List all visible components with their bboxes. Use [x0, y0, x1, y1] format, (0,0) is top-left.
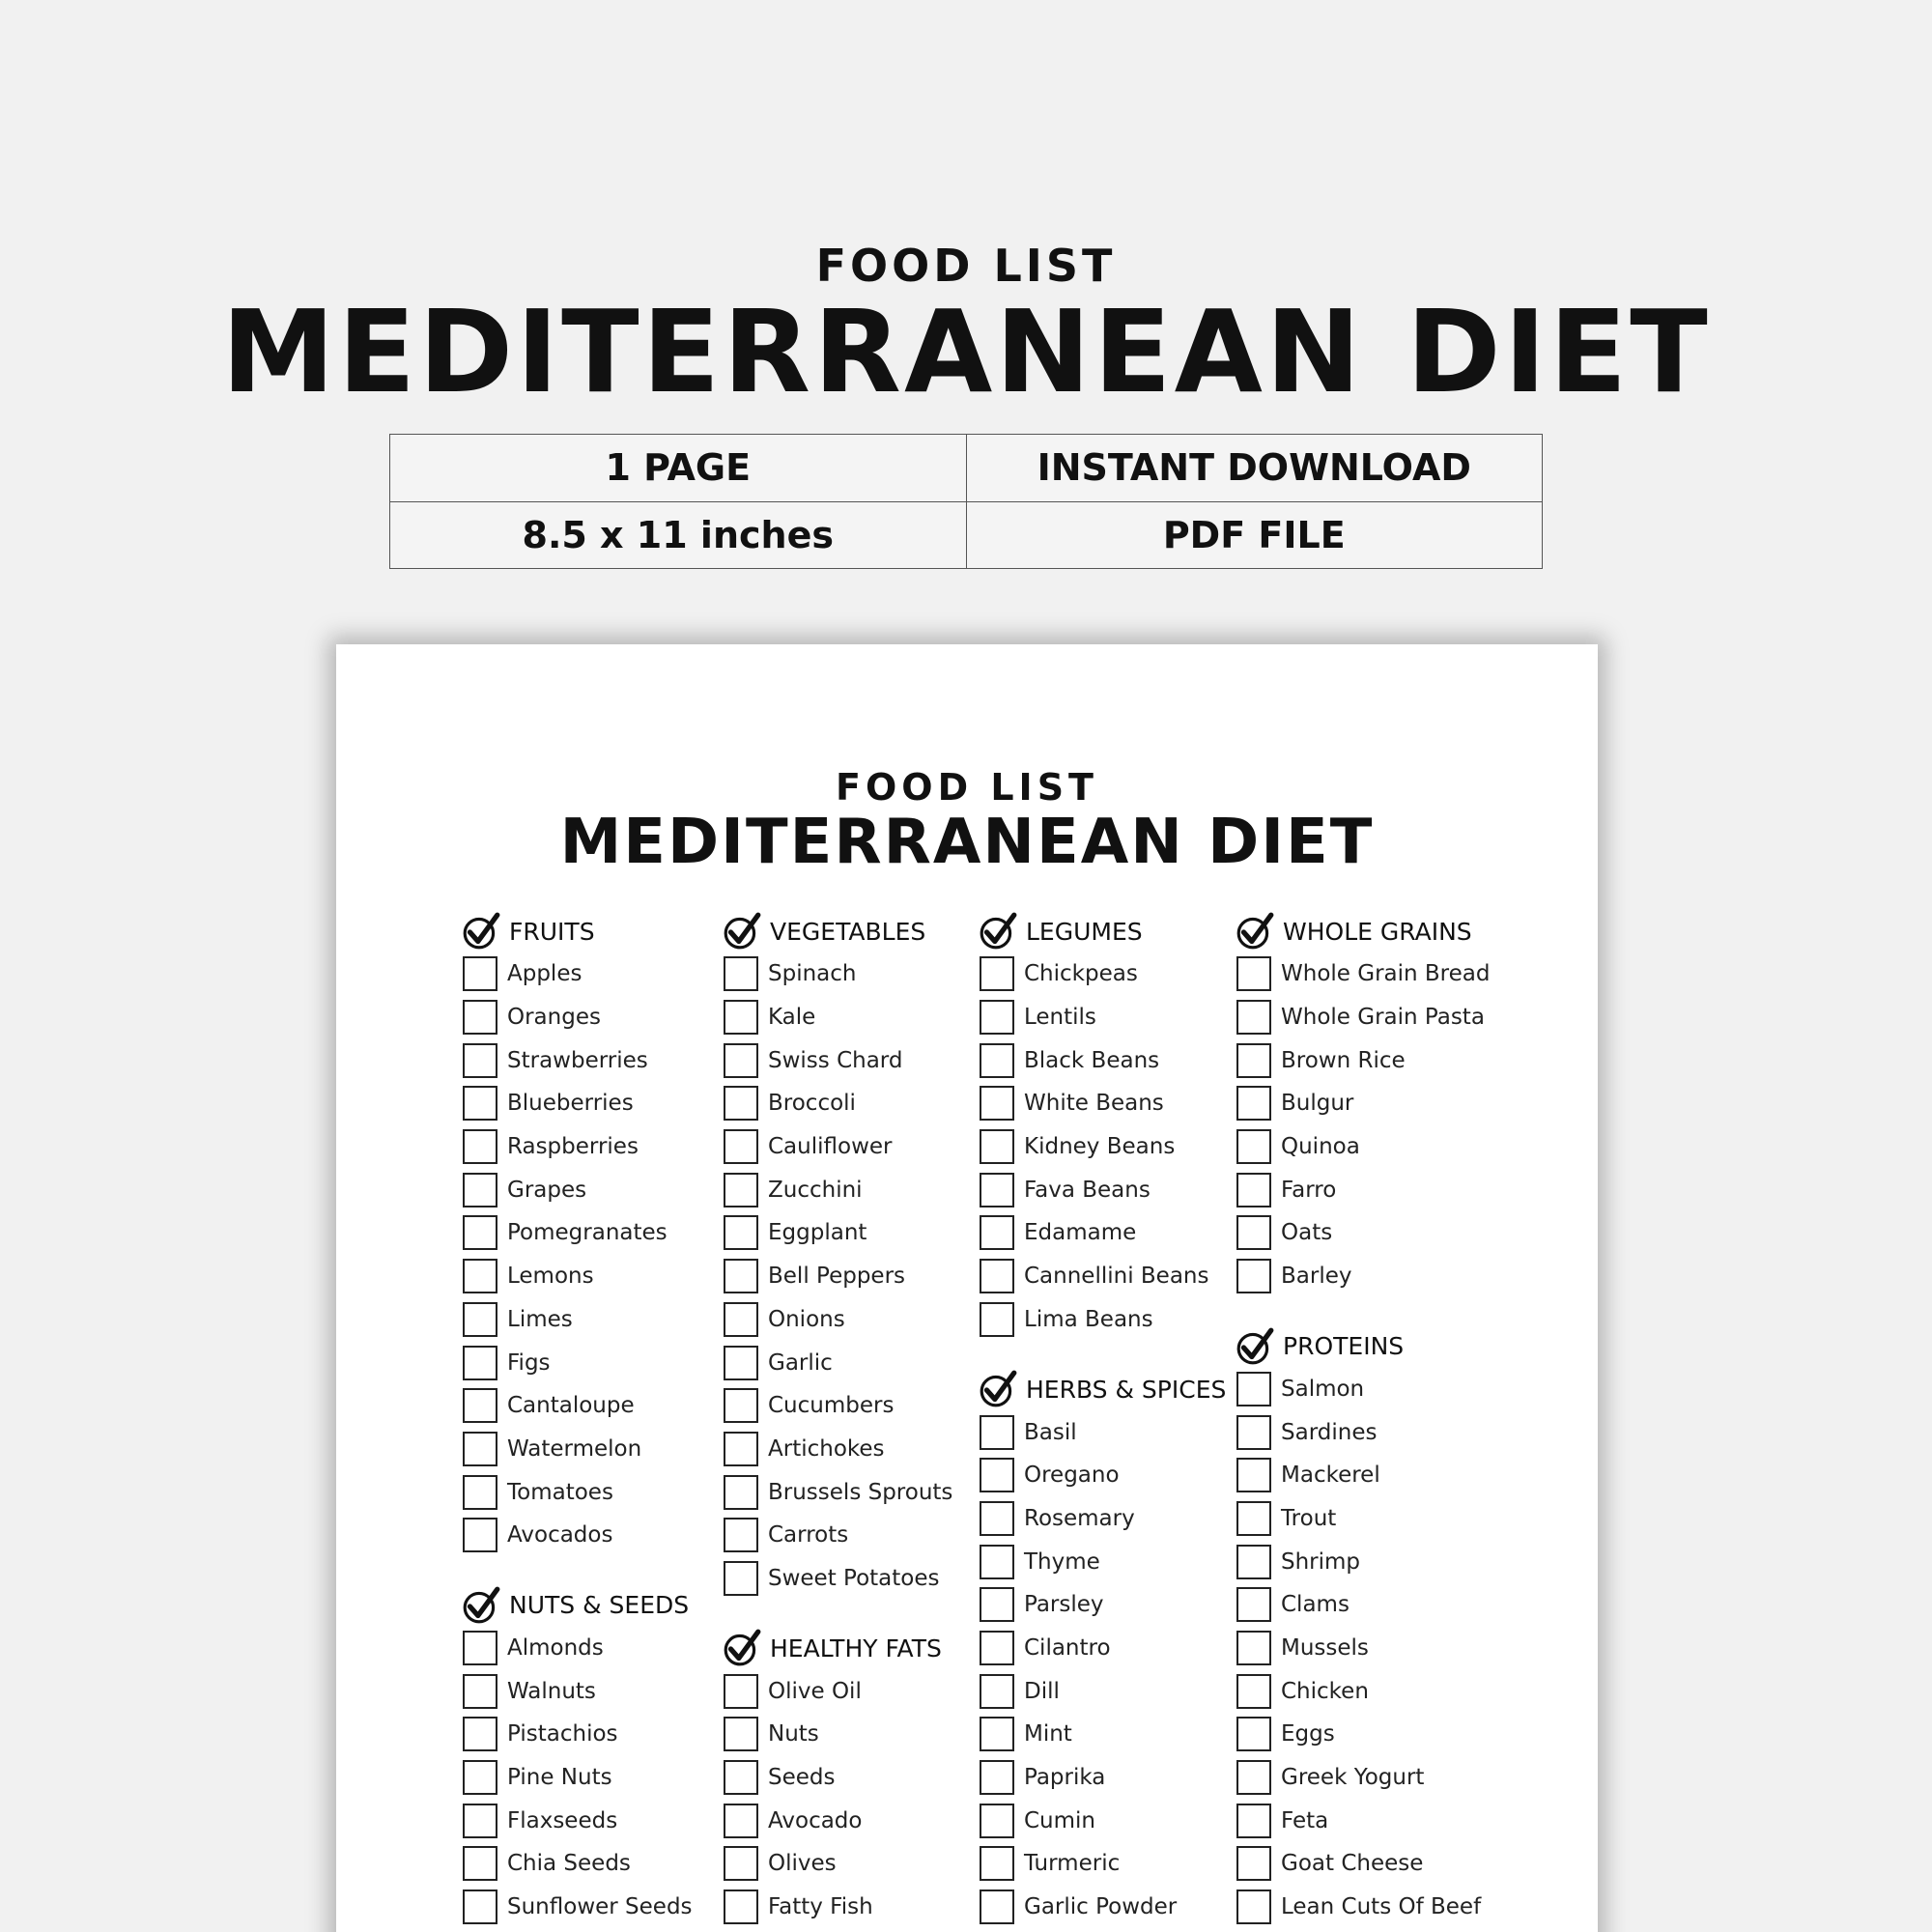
- checkmark-circle-icon: [722, 911, 762, 952]
- checkbox[interactable]: [980, 1846, 1014, 1881]
- checklist-item-label: Thyme: [1024, 1548, 1100, 1575]
- checklist-item: [978, 1842, 1229, 1886]
- checkbox[interactable]: [1236, 1587, 1271, 1622]
- checklist-item-label: Basil: [1024, 1419, 1077, 1445]
- category-vegetables: [722, 910, 973, 1600]
- checklist-item-label: Avocados: [507, 1522, 613, 1548]
- checkbox[interactable]: [980, 1631, 1014, 1665]
- checklist-item: [461, 1842, 712, 1886]
- checklist-item: [1235, 1583, 1486, 1627]
- checklist-item: [722, 1713, 973, 1756]
- checklist-item-label: Shrimp: [1281, 1548, 1361, 1575]
- checkmark-circle-icon: [461, 911, 501, 952]
- checkbox[interactable]: [463, 1215, 497, 1250]
- checklist-item-label: Sunflower Seeds: [507, 1894, 693, 1920]
- checklist-item: [1235, 1669, 1486, 1713]
- checklist-item: [461, 952, 712, 996]
- checklist-item: [1235, 996, 1486, 1039]
- checklist-item: [722, 1168, 973, 1211]
- checklist-item-label: Olives: [768, 1851, 837, 1877]
- checklist-item-label: Mint: [1024, 1721, 1072, 1747]
- checkbox[interactable]: [1236, 1259, 1271, 1293]
- checkbox[interactable]: [1236, 1846, 1271, 1881]
- checklist-item: [722, 1255, 973, 1298]
- checkbox[interactable]: [724, 1043, 758, 1078]
- checklist-item: [978, 1125, 1229, 1169]
- checklist-item: [978, 1255, 1229, 1298]
- checkbox[interactable]: [1236, 1086, 1271, 1121]
- checkbox[interactable]: [1236, 1804, 1271, 1838]
- checkbox[interactable]: [724, 1215, 758, 1250]
- category-title: HEALTHY FATS: [770, 1634, 942, 1662]
- checklist-item: [461, 1669, 712, 1713]
- checklist-item-label: Limes: [507, 1306, 573, 1332]
- checklist-item: [978, 996, 1229, 1039]
- checklist-item-label: Zucchini: [768, 1177, 863, 1203]
- checklist-item: [978, 1627, 1229, 1670]
- checklist-item-label: Paprika: [1024, 1765, 1106, 1791]
- checklist-item: [722, 1514, 973, 1557]
- checkmark-circle-icon: [461, 1585, 501, 1626]
- checkbox[interactable]: [1236, 1043, 1271, 1078]
- checklist-item: [1235, 1368, 1486, 1411]
- checklist-item: [1235, 1410, 1486, 1454]
- checkbox[interactable]: [1236, 1000, 1271, 1035]
- column-3: [978, 910, 1229, 1932]
- checklist-item-label: Bell Peppers: [768, 1264, 906, 1290]
- checkbox[interactable]: [463, 1432, 497, 1466]
- checklist-item-label: Mackerel: [1281, 1463, 1380, 1489]
- info-delivery: INSTANT DOWNLOAD: [966, 435, 1543, 502]
- checklist-item-label: Lemons: [507, 1264, 594, 1290]
- checkbox[interactable]: [980, 1259, 1014, 1293]
- checkbox[interactable]: [724, 1259, 758, 1293]
- checkbox[interactable]: [980, 1302, 1014, 1337]
- checklist-item-label: Carrots: [768, 1522, 849, 1548]
- checklist-item: [978, 1082, 1229, 1125]
- checklist-item-label: Olive Oil: [768, 1678, 862, 1704]
- checkbox[interactable]: [1236, 1717, 1271, 1751]
- checklist-item-label: Swiss Chard: [768, 1047, 903, 1073]
- checklist-item-label: Parsley: [1024, 1592, 1104, 1618]
- category-legumes: [978, 910, 1229, 1341]
- checklist-item-label: Broccoli: [768, 1091, 856, 1117]
- checklist-item: [461, 1082, 712, 1125]
- category-header: [978, 910, 1229, 952]
- column-4: [1235, 910, 1491, 1932]
- checklist-item-label: Oats: [1281, 1220, 1333, 1246]
- checkbox[interactable]: [1236, 1889, 1271, 1924]
- checkbox[interactable]: [1236, 1173, 1271, 1208]
- checklist-item: [1235, 1497, 1486, 1541]
- checkbox[interactable]: [1236, 1372, 1271, 1406]
- category-title: NUTS & SEEDS: [509, 1591, 690, 1620]
- checkbox[interactable]: [463, 1760, 497, 1795]
- checklist-item: [461, 1514, 712, 1557]
- info-pages: 1 PAGE: [390, 435, 967, 502]
- checklist-item: [461, 1470, 712, 1514]
- checkbox[interactable]: [724, 1674, 758, 1709]
- checkbox[interactable]: [463, 1388, 497, 1423]
- checklist-item: [978, 1583, 1229, 1627]
- checklist-item-label: Chicken: [1281, 1678, 1369, 1704]
- category-title: WHOLE GRAINS: [1283, 917, 1472, 946]
- checkbox[interactable]: [980, 1129, 1014, 1164]
- checklist-item: [978, 1410, 1229, 1454]
- checklist-item: [978, 1669, 1229, 1713]
- checkbox[interactable]: [724, 1846, 758, 1881]
- checklist-item: [722, 1211, 973, 1255]
- checkbox[interactable]: [724, 1086, 758, 1121]
- info-format: PDF FILE: [966, 501, 1543, 569]
- checkbox[interactable]: [724, 1173, 758, 1208]
- checklist-item: [461, 1886, 712, 1929]
- checklist-item: [722, 1384, 973, 1428]
- checklist-item-label: Clams: [1281, 1592, 1350, 1618]
- checkbox[interactable]: [724, 1388, 758, 1423]
- checkbox[interactable]: [463, 1043, 497, 1078]
- checkmark-circle-icon: [978, 911, 1018, 952]
- checkbox[interactable]: [1236, 1631, 1271, 1665]
- checklist-item-label: Eggplant: [768, 1220, 867, 1246]
- checklist-item-label: Cauliflower: [768, 1134, 893, 1160]
- checklist-item: [1235, 1168, 1486, 1211]
- checklist-item-label: Cantaloupe: [507, 1393, 635, 1419]
- checklist-item-label: Brussels Sprouts: [768, 1479, 953, 1505]
- checkbox[interactable]: [463, 956, 497, 991]
- checkbox[interactable]: [724, 956, 758, 991]
- checklist-item-label: Garlic: [768, 1350, 833, 1376]
- checklist-item-label: Mussels: [1281, 1634, 1369, 1661]
- checkbox[interactable]: [980, 1717, 1014, 1751]
- checkbox[interactable]: [463, 1889, 497, 1924]
- printable-sheet-preview: [336, 644, 1598, 1932]
- checklist-item-label: White Beans: [1024, 1091, 1164, 1117]
- checklist-item-label: Edamame: [1024, 1220, 1137, 1246]
- checkbox[interactable]: [980, 1889, 1014, 1924]
- checkmark-circle-icon: [1235, 911, 1275, 952]
- checkbox[interactable]: [1236, 1215, 1271, 1250]
- checklist-item-label: Black Beans: [1024, 1047, 1160, 1073]
- checklist-item-label: Fava Beans: [1024, 1177, 1151, 1203]
- checklist-item: [722, 1428, 973, 1471]
- checkbox[interactable]: [463, 1846, 497, 1881]
- checklist-item-label: Greek Yogurt: [1281, 1765, 1425, 1791]
- checklist-item: [722, 996, 973, 1039]
- checklist-item: [722, 1341, 973, 1384]
- checkbox[interactable]: [463, 1717, 497, 1751]
- checklist-item: [1235, 1540, 1486, 1583]
- checklist-item-label: Bulgur: [1281, 1091, 1354, 1117]
- category-title: VEGETABLES: [770, 917, 926, 946]
- checkbox[interactable]: [463, 1674, 497, 1709]
- checklist-item: [461, 1799, 712, 1842]
- category-title: FRUITS: [509, 917, 595, 946]
- category-header: [461, 910, 712, 952]
- checkbox[interactable]: [980, 1804, 1014, 1838]
- checkbox[interactable]: [724, 1475, 758, 1510]
- checkbox[interactable]: [724, 1346, 758, 1380]
- sheet-subtitle: FOOD LIST: [836, 766, 1098, 809]
- checklist-item: [461, 1756, 712, 1800]
- checkbox[interactable]: [980, 1545, 1014, 1579]
- checklist-item-label: Chia Seeds: [507, 1851, 631, 1877]
- checkbox[interactable]: [980, 1501, 1014, 1536]
- checkbox[interactable]: [463, 1086, 497, 1121]
- checkbox[interactable]: [463, 1346, 497, 1380]
- checkmark-circle-icon: [978, 1369, 1018, 1409]
- checkbox[interactable]: [980, 1760, 1014, 1795]
- checklist-item: [978, 1713, 1229, 1756]
- checkbox[interactable]: [463, 1302, 497, 1337]
- checklist-item: [722, 1799, 973, 1842]
- checklist-item: [1235, 1255, 1486, 1298]
- checklist-item: [1235, 1713, 1486, 1756]
- checklist-item: [978, 1540, 1229, 1583]
- checklist-item: [722, 1298, 973, 1342]
- checkbox[interactable]: [980, 1215, 1014, 1250]
- hero-subtitle: FOOD LIST: [815, 240, 1117, 292]
- checklist-item-label: Pomegranates: [507, 1220, 668, 1246]
- checklist-item: [461, 1168, 712, 1211]
- checkbox[interactable]: [724, 1804, 758, 1838]
- checklist-item-label: Pine Nuts: [507, 1765, 612, 1791]
- category-header: [461, 1584, 712, 1627]
- checkbox[interactable]: [980, 1674, 1014, 1709]
- checklist-item: [1235, 1082, 1486, 1125]
- checklist-item-label: Blueberries: [507, 1091, 634, 1117]
- category-fruits: [461, 910, 712, 1557]
- checklist-item: [978, 1497, 1229, 1541]
- checkbox[interactable]: [724, 1302, 758, 1337]
- checkbox[interactable]: [724, 1561, 758, 1596]
- checkbox[interactable]: [1236, 1415, 1271, 1450]
- checklist-item-label: Whole Grain Bread: [1281, 961, 1491, 987]
- checkbox[interactable]: [980, 956, 1014, 991]
- checklist-item-label: Kale: [768, 1005, 816, 1031]
- checkbox[interactable]: [724, 1889, 758, 1924]
- checklist-item: [722, 1669, 973, 1713]
- checklist-item-label: Fatty Fish: [768, 1894, 873, 1920]
- checkmark-circle-icon: [722, 1628, 762, 1668]
- checkbox[interactable]: [463, 1631, 497, 1665]
- checklist-item-label: Artichokes: [768, 1435, 885, 1462]
- category-herbs-and-spices: [978, 1368, 1229, 1928]
- checklist-item-label: Quinoa: [1281, 1134, 1360, 1160]
- checklist-item-label: Strawberries: [507, 1047, 648, 1073]
- checkbox[interactable]: [1236, 1760, 1271, 1795]
- checkbox[interactable]: [724, 1432, 758, 1466]
- checkbox[interactable]: [1236, 956, 1271, 991]
- checklist-item-label: Sardines: [1281, 1419, 1378, 1445]
- checkbox[interactable]: [980, 1173, 1014, 1208]
- checklist-item-label: Apples: [507, 961, 582, 987]
- category-healthy-fats: [722, 1627, 973, 1928]
- column-2: [722, 910, 973, 1932]
- checkbox[interactable]: [724, 1760, 758, 1795]
- checklist-item-label: Walnuts: [507, 1678, 596, 1704]
- checkbox[interactable]: [724, 1000, 758, 1035]
- checklist-item: [978, 1298, 1229, 1342]
- checklist-item: [722, 1756, 973, 1800]
- checklist-item: [1235, 1627, 1486, 1670]
- checkbox[interactable]: [980, 1086, 1014, 1121]
- category-header: [978, 1368, 1229, 1410]
- checklist-item-label: Sweet Potatoes: [768, 1565, 940, 1591]
- checklist-item: [978, 1211, 1229, 1255]
- checklist-item-label: Rosemary: [1024, 1505, 1135, 1531]
- checklist-item: [1235, 1842, 1486, 1886]
- checkbox[interactable]: [1236, 1129, 1271, 1164]
- category-title: LEGUMES: [1026, 917, 1143, 946]
- checklist-item-label: Barley: [1281, 1264, 1352, 1290]
- checklist-item: [1235, 952, 1491, 996]
- checklist-item-label: Cannellini Beans: [1024, 1264, 1209, 1290]
- checklist-item: [461, 1038, 712, 1082]
- checklist-item-label: Trout: [1281, 1505, 1337, 1531]
- checkbox[interactable]: [980, 1587, 1014, 1622]
- checklist-item-label: Tomatoes: [507, 1479, 613, 1505]
- checklist-item: [978, 1454, 1229, 1497]
- checklist-item: [978, 1886, 1229, 1929]
- checklist-item-label: Nuts: [768, 1721, 819, 1747]
- checklist-item-label: Cucumbers: [768, 1393, 895, 1419]
- checklist-item-label: Eggs: [1281, 1721, 1335, 1747]
- checkbox[interactable]: [463, 1173, 497, 1208]
- checkbox[interactable]: [463, 1804, 497, 1838]
- checklist-item-label: Chickpeas: [1024, 961, 1138, 987]
- hero-title: MEDITERRANEAN DIET: [221, 285, 1711, 418]
- checklist-item: [722, 1557, 973, 1601]
- checklist-item: [461, 1298, 712, 1342]
- checklist-item: [1235, 1886, 1486, 1929]
- category-whole-grains: [1235, 910, 1491, 1298]
- checklist-item: [1235, 1799, 1486, 1842]
- checklist-item-label: Garlic Powder: [1024, 1894, 1178, 1920]
- checklist-item: [722, 1842, 973, 1886]
- checkbox[interactable]: [980, 1000, 1014, 1035]
- checklist-item: [1235, 1211, 1486, 1255]
- checklist-item: [978, 1038, 1229, 1082]
- checklist-item-label: Goat Cheese: [1281, 1851, 1424, 1877]
- checklist-item-label: Lima Beans: [1024, 1306, 1153, 1332]
- checklist-item-label: Pistachios: [507, 1721, 618, 1747]
- checklist-item: [461, 1255, 712, 1298]
- checklist-item-label: Salmon: [1281, 1376, 1365, 1402]
- checkbox[interactable]: [463, 1475, 497, 1510]
- checklist-item: [722, 1082, 973, 1125]
- sheet-title: MEDITERRANEAN DIET: [559, 807, 1375, 878]
- checklist-item: [978, 1799, 1229, 1842]
- checklist-item: [978, 1168, 1229, 1211]
- checklist-item-label: Onions: [768, 1306, 845, 1332]
- checkbox[interactable]: [1236, 1501, 1271, 1536]
- category-title: PROTEINS: [1283, 1332, 1405, 1360]
- checklist-item-label: Watermelon: [507, 1435, 642, 1462]
- checklist-item: [722, 1038, 973, 1082]
- checklist-item: [978, 952, 1229, 996]
- product-info-table: [389, 434, 1543, 569]
- checklist-item: [1235, 1125, 1486, 1169]
- checklist-item-label: Cumin: [1024, 1807, 1096, 1833]
- checklist-item-label: Brown Rice: [1281, 1047, 1406, 1073]
- checklist-item: [1235, 1038, 1486, 1082]
- category-nuts-and-seeds: [461, 1584, 712, 1929]
- checkbox[interactable]: [980, 1458, 1014, 1492]
- checklist-item-label: Seeds: [768, 1765, 836, 1791]
- checkbox[interactable]: [980, 1415, 1014, 1450]
- checklist-item-label: Grapes: [507, 1177, 587, 1203]
- checklist-item-label: Cilantro: [1024, 1634, 1111, 1661]
- checklist-item-label: Lentils: [1024, 1005, 1096, 1031]
- checkbox[interactable]: [1236, 1545, 1271, 1579]
- checklist-item-label: Almonds: [507, 1634, 604, 1661]
- category-header: [722, 910, 973, 952]
- checklist-item: [1235, 1756, 1486, 1800]
- checkbox[interactable]: [463, 1259, 497, 1293]
- checklist-item-label: Lean Cuts Of Beef: [1281, 1894, 1482, 1920]
- category-header: [722, 1627, 973, 1669]
- checklist-item-label: Farro: [1281, 1177, 1337, 1203]
- checklist-item-label: Oranges: [507, 1005, 601, 1031]
- checklist-item: [461, 1341, 712, 1384]
- checklist-item-label: Kidney Beans: [1024, 1134, 1176, 1160]
- checklist-item: [461, 996, 712, 1039]
- checkbox[interactable]: [980, 1043, 1014, 1078]
- checklist-item-label: Oregano: [1024, 1463, 1120, 1489]
- checkbox[interactable]: [1236, 1674, 1271, 1709]
- checklist-item: [1235, 1454, 1486, 1497]
- checkbox[interactable]: [724, 1129, 758, 1164]
- checkbox[interactable]: [463, 1000, 497, 1035]
- checklist-item: [461, 1384, 712, 1428]
- checkmark-circle-icon: [1235, 1326, 1275, 1367]
- checklist-item: [722, 1886, 973, 1929]
- checklist-item-label: Feta: [1281, 1807, 1329, 1833]
- info-size: 8.5 x 11 inches: [390, 501, 967, 569]
- checklist-item-label: Dill: [1024, 1678, 1060, 1704]
- checkbox[interactable]: [724, 1518, 758, 1552]
- checklist-item: [461, 1713, 712, 1756]
- checklist-item-label: Turmeric: [1024, 1851, 1121, 1877]
- checklist-item: [722, 1470, 973, 1514]
- category-header: [1235, 910, 1486, 952]
- checkbox[interactable]: [463, 1518, 497, 1552]
- checklist-item: [461, 1428, 712, 1471]
- checklist-item-label: Raspberries: [507, 1134, 639, 1160]
- checklist-item-label: Whole Grain Pasta: [1281, 1005, 1485, 1031]
- checklist-item-label: Flaxseeds: [507, 1807, 618, 1833]
- column-1: [461, 910, 712, 1932]
- checklist-item: [461, 1125, 712, 1169]
- category-title: HERBS & SPICES: [1026, 1375, 1227, 1404]
- checkbox[interactable]: [463, 1129, 497, 1164]
- checklist-item: [461, 1627, 712, 1670]
- checklist-item: [722, 1125, 973, 1169]
- checklist-item-label: Avocado: [768, 1807, 863, 1833]
- category-proteins: [1235, 1325, 1486, 1929]
- category-header: [1235, 1325, 1486, 1368]
- checklist-item-label: Spinach: [768, 961, 857, 987]
- checkbox[interactable]: [1236, 1458, 1271, 1492]
- checklist-item: [978, 1756, 1229, 1800]
- checklist-item: [461, 1211, 712, 1255]
- checkbox[interactable]: [724, 1717, 758, 1751]
- checklist-item-label: Figs: [507, 1350, 551, 1376]
- checklist-item: [722, 952, 973, 996]
